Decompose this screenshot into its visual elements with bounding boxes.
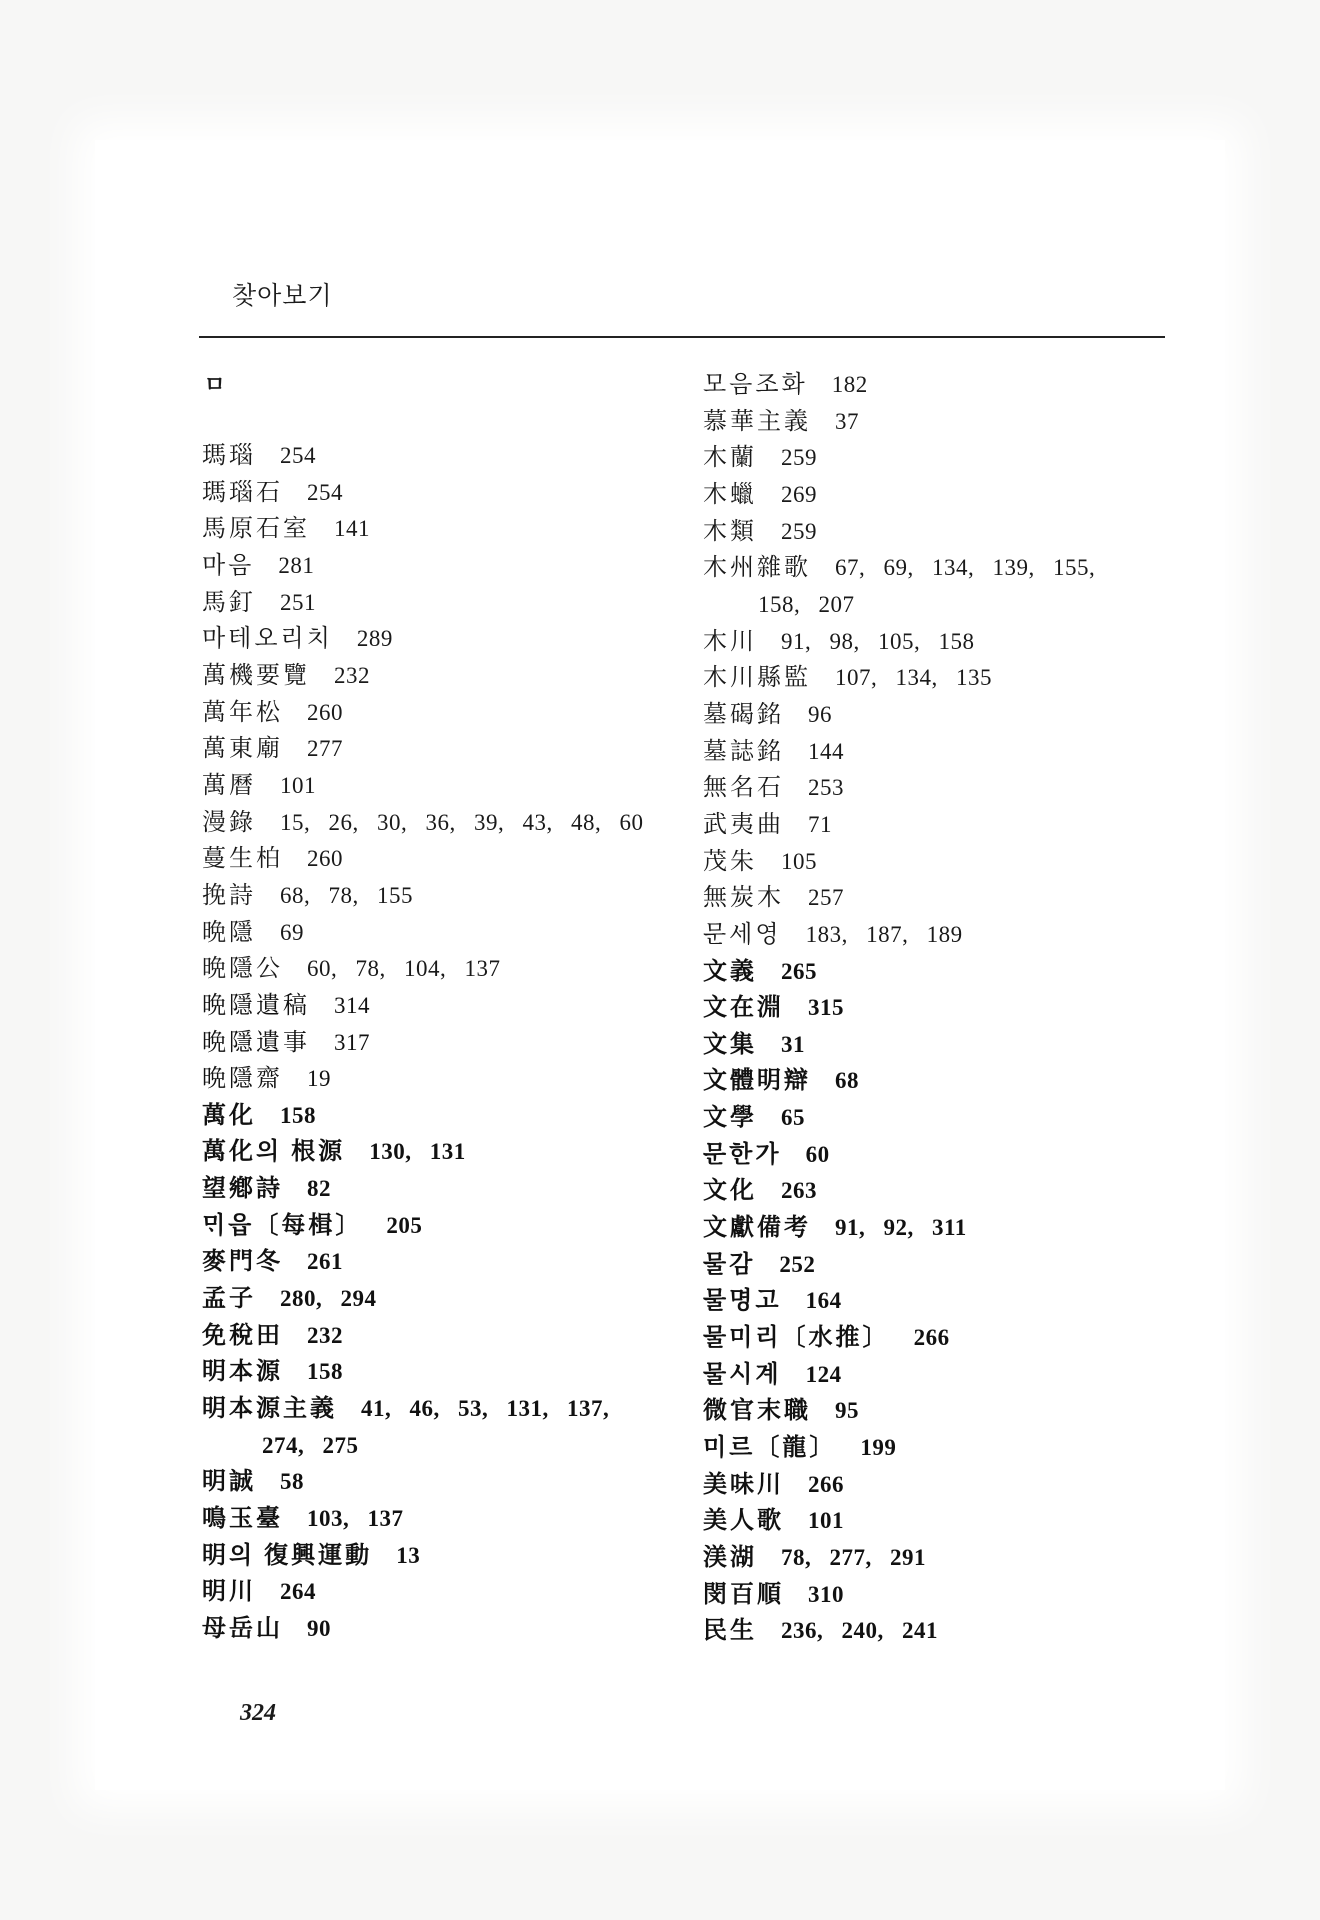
index-entry (202, 695, 672, 732)
index-pages: 317 (334, 1029, 370, 1055)
index-entry-continuation (703, 587, 1203, 624)
index-column-right (703, 367, 1203, 1650)
index-term: 墓誌銘 (703, 738, 784, 765)
index-pages: 144 (808, 738, 844, 764)
index-term: 馬釘 (202, 589, 256, 616)
index-entry (703, 660, 1203, 697)
index-pages: 315 (808, 995, 844, 1021)
index-entry (703, 550, 1203, 587)
index-pages: 261 (307, 1249, 343, 1275)
index-entry (703, 1283, 1203, 1320)
index-term: 文集 (703, 1031, 757, 1058)
index-entry (202, 1464, 672, 1501)
index-term: 萬化의 根源 (202, 1139, 346, 1166)
index-entry (202, 988, 672, 1025)
index-pages: 182 (831, 372, 868, 397)
index-term: 문세영 (703, 921, 782, 948)
index-pages: 158 (307, 1359, 343, 1385)
index-pages: 65 (781, 1105, 805, 1131)
index-pages: 266 (808, 1471, 844, 1497)
index-entry (202, 1244, 672, 1281)
index-term: 武夷曲 (703, 811, 784, 838)
index-entry (703, 697, 1203, 734)
header-rule (199, 336, 1165, 338)
index-entry-continuation (202, 1428, 672, 1465)
index-pages: 205 (386, 1212, 423, 1238)
index-term: 물미리〔水推〕 (703, 1325, 890, 1352)
running-head-title: 찾아보기 (232, 283, 333, 310)
index-term: 마음 (202, 552, 255, 579)
index-pages: 263 (781, 1178, 817, 1204)
index-entry (703, 1100, 1203, 1137)
index-entry (703, 1430, 1203, 1467)
index-entry (202, 1574, 672, 1611)
index-entry (202, 658, 672, 695)
index-pages: 15, 26, 30, 36, 39, 43, 48, 60 (280, 809, 644, 835)
index-term: 墓碣銘 (703, 701, 784, 728)
index-pages: 259 (781, 518, 817, 544)
index-term: 木蠟 (703, 481, 757, 508)
index-entry (703, 1540, 1203, 1577)
index-entry (703, 1027, 1203, 1064)
index-pages: 69 (280, 919, 304, 945)
index-term: 孟子 (202, 1286, 256, 1313)
index-entry (202, 768, 672, 805)
index-term: 文化 (703, 1178, 757, 1205)
index-term: 漫錄 (202, 809, 256, 836)
index-term: 慕華主義 (703, 408, 811, 435)
index-pages: 310 (808, 1581, 844, 1607)
index-pages: 232 (307, 1322, 343, 1348)
index-pages: 265 (781, 958, 817, 984)
index-entry (202, 1501, 672, 1538)
index-entry (703, 807, 1203, 844)
index-term: 明誠 (202, 1469, 256, 1496)
index-term: 문한가 (703, 1141, 782, 1168)
index-entry (202, 1061, 672, 1098)
index-entry (202, 1391, 672, 1428)
index-pages: 90 (307, 1616, 331, 1641)
index-pages: 158 (280, 1102, 316, 1128)
index-pages: 269 (781, 481, 817, 507)
index-pages: 251 (280, 589, 316, 615)
index-term: 萬化 (202, 1102, 256, 1129)
index-term: 美味川 (703, 1471, 784, 1498)
index-term: 蔓生柏 (202, 846, 283, 873)
index-pages-continued: 158, 207 (758, 591, 855, 617)
index-term: 晩隱齋 (202, 1066, 283, 1093)
index-pages: 260 (307, 699, 343, 725)
index-entry (703, 1467, 1203, 1504)
index-entry (202, 805, 672, 842)
index-term: 渼湖 (703, 1545, 757, 1571)
index-term: 모음조화 (703, 372, 808, 398)
index-entry (202, 1281, 672, 1318)
index-term: 無名石 (703, 775, 784, 802)
index-term: 마테오리치 (202, 626, 333, 653)
index-pages: 105 (781, 848, 817, 874)
index-entry (202, 951, 672, 988)
index-term: 晩隱遺事 (202, 1029, 310, 1056)
index-pages: 107, 134, 135 (835, 665, 992, 691)
index-entry (703, 1247, 1203, 1284)
index-pages: 141 (334, 516, 370, 542)
index-pages: 164 (805, 1288, 842, 1314)
index-entry (703, 367, 1203, 404)
index-pages: 254 (280, 443, 316, 468)
index-term: 民生 (703, 1618, 757, 1645)
index-term: 木類 (703, 518, 757, 545)
index-pages: 41, 46, 53, 131, 137, (361, 1396, 610, 1422)
index-entry (703, 917, 1203, 954)
index-entry (703, 1393, 1203, 1430)
index-term: 萬東廟 (202, 736, 283, 763)
index-pages: 103, 137 (307, 1506, 404, 1532)
index-term: 晩隱公 (202, 956, 283, 983)
index-entry (202, 475, 672, 512)
index-pages: 280, 294 (280, 1286, 377, 1312)
index-entry (202, 1318, 672, 1355)
index-entry (703, 1357, 1203, 1394)
index-pages: 264 (280, 1579, 316, 1605)
index-entry (202, 1171, 672, 1208)
index-entry (703, 440, 1203, 477)
index-term: 望鄕詩 (202, 1176, 283, 1203)
index-term: 茂朱 (703, 848, 757, 875)
index-entry (202, 438, 672, 475)
index-pages: 254 (307, 479, 343, 505)
index-entry (703, 1613, 1203, 1650)
index-term: 萬曆 (202, 772, 256, 799)
index-pages: 124 (805, 1361, 842, 1387)
index-pages: 95 (835, 1398, 859, 1424)
index-pages: 183, 187, 189 (805, 921, 963, 947)
index-pages: 31 (781, 1031, 805, 1057)
index-entry (202, 621, 672, 658)
index-entry (703, 1210, 1203, 1247)
index-term: 明本源主義 (202, 1396, 337, 1423)
index-entry (703, 1503, 1203, 1540)
index-term: 물감 (703, 1251, 756, 1278)
index-entry (703, 1577, 1203, 1614)
index-pages: 68, 78, 155 (280, 882, 413, 908)
index-term: 文體明辯 (703, 1068, 811, 1095)
index-pages: 91, 92, 311 (835, 1215, 967, 1241)
index-entry (703, 477, 1203, 514)
index-entry (703, 734, 1203, 771)
index-term: 木州雜歌 (703, 555, 811, 582)
index-term: 文義 (703, 958, 757, 985)
index-term: 文學 (703, 1105, 757, 1132)
index-pages: 277 (307, 736, 343, 762)
index-term: 挽詩 (202, 882, 256, 909)
index-term: 麥門冬 (202, 1249, 283, 1276)
index-entry (202, 878, 672, 915)
index-column-left (202, 438, 672, 1648)
index-term: 明本源 (202, 1359, 283, 1386)
index-term: ᄆᆡ읍〔每楫〕 (202, 1212, 363, 1239)
index-pages: 236, 240, 241 (781, 1618, 938, 1644)
index-term: 木蘭 (703, 445, 757, 472)
index-pages: 60 (805, 1141, 830, 1167)
index-entry (202, 1611, 672, 1648)
index-term: 免稅田 (202, 1322, 283, 1349)
index-pages: 91, 98, 105, 158 (781, 628, 975, 654)
index-term: 明의 復興運動 (202, 1542, 373, 1569)
index-pages: 253 (808, 775, 844, 801)
index-pages: 281 (278, 552, 315, 578)
index-term: 瑪瑙石 (202, 479, 283, 506)
index-entry (703, 954, 1203, 991)
index-section-letter: ㅁ (204, 372, 226, 397)
index-entry (703, 880, 1203, 917)
index-entry (202, 1354, 672, 1391)
index-entry (202, 511, 672, 548)
index-term: 閔百順 (703, 1581, 784, 1608)
index-term: 물명고 (703, 1288, 782, 1315)
index-pages: 13 (396, 1542, 421, 1568)
index-pages: 266 (913, 1325, 950, 1351)
index-pages: 60, 78, 104, 137 (307, 956, 501, 982)
index-entry (703, 990, 1203, 1027)
index-entry (703, 1137, 1203, 1174)
index-entry (202, 1538, 672, 1575)
index-entry (202, 1134, 672, 1171)
index-pages: 82 (307, 1176, 331, 1202)
index-pages: 314 (334, 992, 370, 1018)
index-pages: 101 (280, 772, 316, 798)
index-term: 馬原石室 (202, 516, 310, 543)
index-entry (202, 731, 672, 768)
index-entry (703, 1320, 1203, 1357)
index-entry (202, 1208, 672, 1245)
index-entry (703, 404, 1203, 441)
index-term: 母岳山 (202, 1616, 283, 1642)
index-pages: 252 (779, 1251, 816, 1277)
index-pages: 232 (334, 662, 370, 688)
index-term: 鳴玉臺 (202, 1506, 283, 1533)
index-entry (202, 1025, 672, 1062)
index-term: 미르〔龍〕 (703, 1435, 837, 1462)
index-term: 晩隱遺稿 (202, 992, 310, 1019)
index-term: 木川縣監 (703, 665, 811, 692)
index-entry (202, 915, 672, 952)
index-term: 晩隱 (202, 919, 256, 946)
index-pages: 96 (808, 701, 832, 727)
index-pages-continued: 274, 275 (262, 1432, 359, 1458)
index-pages: 37 (835, 408, 859, 434)
index-entry (202, 841, 672, 878)
index-term: 萬機要覽 (202, 662, 310, 689)
index-term: 無炭木 (703, 885, 784, 912)
index-entry (202, 585, 672, 622)
index-pages: 58 (280, 1469, 304, 1495)
index-entry (202, 1098, 672, 1135)
index-pages: 78, 277, 291 (781, 1545, 926, 1570)
index-term: 微官末職 (703, 1398, 811, 1425)
index-term: 文獻備考 (703, 1215, 811, 1242)
index-pages: 68 (835, 1068, 859, 1094)
index-entry (703, 844, 1203, 881)
index-entry (703, 514, 1203, 551)
index-pages: 19 (307, 1066, 331, 1092)
index-pages: 71 (808, 811, 832, 837)
index-pages: 260 (307, 846, 343, 872)
index-pages: 101 (808, 1508, 844, 1534)
page-number: 324 (240, 1700, 276, 1726)
index-term: 물시계 (703, 1361, 782, 1388)
index-pages: 199 (860, 1435, 897, 1461)
index-entry (703, 624, 1203, 661)
index-pages: 289 (356, 626, 393, 652)
index-term: 瑪瑙 (202, 443, 256, 469)
index-entry (703, 1173, 1203, 1210)
index-term: 萬年松 (202, 699, 283, 726)
index-entry (703, 770, 1203, 807)
index-term: 明川 (202, 1579, 256, 1606)
index-pages: 130, 131 (369, 1139, 466, 1165)
index-entry (202, 548, 672, 585)
index-term: 木川 (703, 628, 757, 655)
index-pages: 67, 69, 134, 139, 155, (835, 555, 1096, 581)
index-entry (703, 1063, 1203, 1100)
index-term: 文在淵 (703, 995, 784, 1022)
index-pages: 259 (781, 445, 817, 471)
index-term: 美人歌 (703, 1508, 784, 1535)
index-pages: 257 (808, 885, 844, 911)
